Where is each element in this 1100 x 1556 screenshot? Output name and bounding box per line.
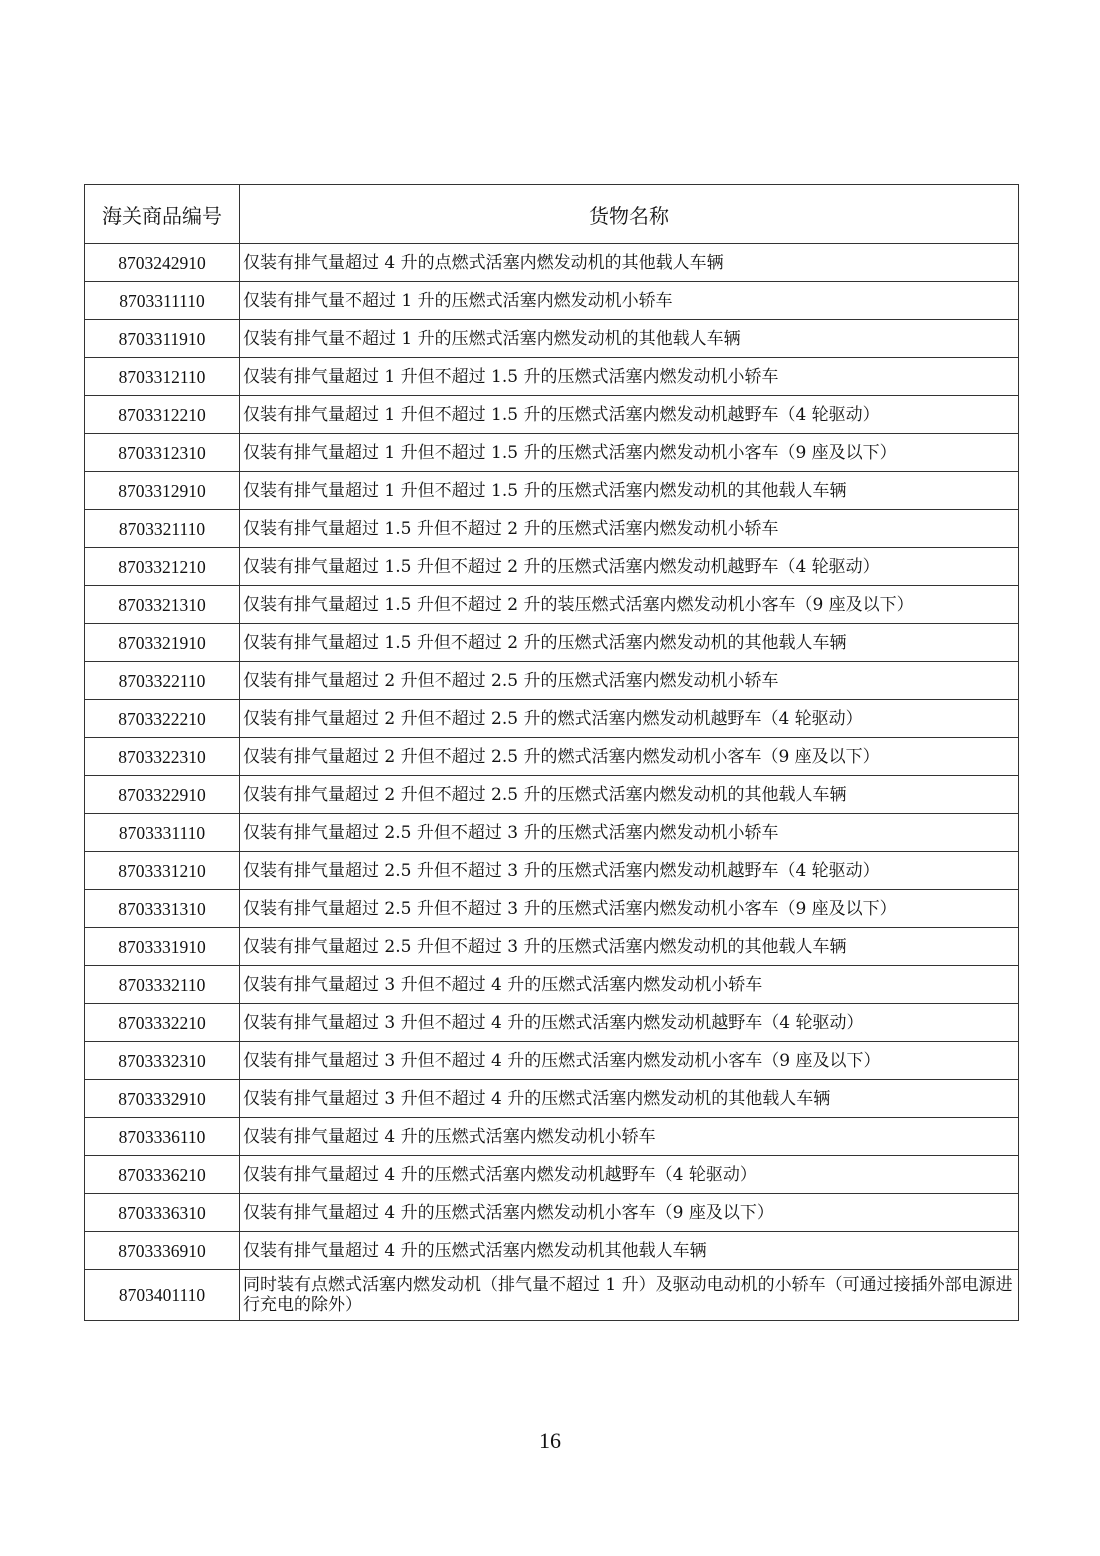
- table-row: [85, 548, 1019, 586]
- cell-goods-name: 仅装有排气量超过 2.5 升但不超过 3 升的压燃式活塞内燃发动机的其他载人车辆: [240, 928, 1019, 966]
- cell-goods-name: 仅装有排气量超过 1 升但不超过 1.5 升的压燃式活塞内燃发动机小轿车: [240, 358, 1019, 396]
- table-row: [85, 472, 1019, 510]
- cell-customs-code: 8703336910: [85, 1232, 240, 1270]
- table-row: [85, 434, 1019, 472]
- cell-customs-code: 8703311110: [85, 282, 240, 320]
- table-row: [85, 738, 1019, 776]
- cell-goods-name: 仅装有排气量超过 4 升的压燃式活塞内燃发动机小客车（9 座及以下）: [240, 1194, 1019, 1232]
- header-customs-code: 海关商品编号: [85, 185, 240, 244]
- cell-goods-name: 仅装有排气量超过 2 升但不超过 2.5 升的压燃式活塞内燃发动机小轿车: [240, 662, 1019, 700]
- cell-customs-code: 8703321310: [85, 586, 240, 624]
- cell-customs-code: 8703311910: [85, 320, 240, 358]
- table-header: [85, 185, 1019, 244]
- cell-goods-name: 仅装有排气量超过 2 升但不超过 2.5 升的燃式活塞内燃发动机越野车（4 轮驱动）: [240, 700, 1019, 738]
- cell-goods-name: 仅装有排气量超过 4 升的压燃式活塞内燃发动机小轿车: [240, 1118, 1019, 1156]
- table-row: [85, 1232, 1019, 1270]
- cell-goods-name: 仅装有排气量超过 1.5 升但不超过 2 升的装压燃式活塞内燃发动机小客车（9 座及以下）: [240, 586, 1019, 624]
- table-body: [85, 244, 1019, 1321]
- table-row: [85, 1270, 1019, 1321]
- cell-customs-code: 8703322910: [85, 776, 240, 814]
- cell-customs-code: 8703401110: [85, 1270, 240, 1321]
- cell-goods-name: 仅装有排气量超过 1 升但不超过 1.5 升的压燃式活塞内燃发动机的其他载人车辆: [240, 472, 1019, 510]
- cell-goods-name: 仅装有排气量超过 1.5 升但不超过 2 升的压燃式活塞内燃发动机的其他载人车辆: [240, 624, 1019, 662]
- cell-customs-code: 8703331110: [85, 814, 240, 852]
- cell-goods-name: 仅装有排气量超过 4 升的压燃式活塞内燃发动机其他载人车辆: [240, 1232, 1019, 1270]
- table-row: [85, 1118, 1019, 1156]
- cell-goods-name: 同时装有点燃式活塞内燃发动机（排气量不超过 1 升）及驱动电动机的小轿车（可通过接插外部电源进行充电的除外）: [240, 1270, 1019, 1321]
- header-row: [85, 185, 1019, 244]
- table-row: [85, 1042, 1019, 1080]
- header-goods-name: 货物名称: [240, 185, 1019, 244]
- table-row: [85, 662, 1019, 700]
- table-row: [85, 1194, 1019, 1232]
- cell-goods-name: 仅装有排气量超过 4 升的点燃式活塞内燃发动机的其他载人车辆: [240, 244, 1019, 282]
- table-row: [85, 852, 1019, 890]
- cell-customs-code: 8703322310: [85, 738, 240, 776]
- cell-customs-code: 8703336110: [85, 1118, 240, 1156]
- table-row: [85, 244, 1019, 282]
- cell-goods-name: 仅装有排气量不超过 1 升的压燃式活塞内燃发动机的其他载人车辆: [240, 320, 1019, 358]
- cell-goods-name: 仅装有排气量超过 2 升但不超过 2.5 升的压燃式活塞内燃发动机的其他载人车辆: [240, 776, 1019, 814]
- cell-goods-name: 仅装有排气量超过 1 升但不超过 1.5 升的压燃式活塞内燃发动机越野车（4 轮驱动）: [240, 396, 1019, 434]
- table-row: [85, 396, 1019, 434]
- cell-customs-code: 8703321910: [85, 624, 240, 662]
- cell-customs-code: 8703332910: [85, 1080, 240, 1118]
- goods-table: [84, 184, 1019, 1321]
- table-row: [85, 814, 1019, 852]
- table-row: [85, 510, 1019, 548]
- cell-customs-code: 8703332110: [85, 966, 240, 1004]
- cell-goods-name: 仅装有排气量超过 2.5 升但不超过 3 升的压燃式活塞内燃发动机越野车（4 轮驱动）: [240, 852, 1019, 890]
- cell-customs-code: 8703322210: [85, 700, 240, 738]
- cell-goods-name: 仅装有排气量不超过 1 升的压燃式活塞内燃发动机小轿车: [240, 282, 1019, 320]
- cell-customs-code: 8703312310: [85, 434, 240, 472]
- table-row: [85, 282, 1019, 320]
- table-row: [85, 320, 1019, 358]
- page-number: 16: [539, 1428, 561, 1453]
- cell-goods-name: 仅装有排气量超过 2.5 升但不超过 3 升的压燃式活塞内燃发动机小轿车: [240, 814, 1019, 852]
- cell-customs-code: 8703332210: [85, 1004, 240, 1042]
- table-row: [85, 624, 1019, 662]
- cell-goods-name: 仅装有排气量超过 4 升的压燃式活塞内燃发动机越野车（4 轮驱动）: [240, 1156, 1019, 1194]
- cell-goods-name: 仅装有排气量超过 2 升但不超过 2.5 升的燃式活塞内燃发动机小客车（9 座及以下）: [240, 738, 1019, 776]
- cell-customs-code: 8703331210: [85, 852, 240, 890]
- table-row: [85, 928, 1019, 966]
- cell-goods-name: 仅装有排气量超过 1.5 升但不超过 2 升的压燃式活塞内燃发动机越野车（4 轮驱动）: [240, 548, 1019, 586]
- cell-customs-code: 8703336210: [85, 1156, 240, 1194]
- cell-goods-name: 仅装有排气量超过 3 升但不超过 4 升的压燃式活塞内燃发动机的其他载人车辆: [240, 1080, 1019, 1118]
- cell-customs-code: 8703332310: [85, 1042, 240, 1080]
- table-row: [85, 776, 1019, 814]
- table-row: [85, 358, 1019, 396]
- table-row: [85, 1004, 1019, 1042]
- table-row: [85, 890, 1019, 928]
- cell-customs-code: 8703336310: [85, 1194, 240, 1232]
- cell-customs-code: 8703321110: [85, 510, 240, 548]
- cell-customs-code: 8703331310: [85, 890, 240, 928]
- cell-customs-code: 8703322110: [85, 662, 240, 700]
- cell-customs-code: 8703312210: [85, 396, 240, 434]
- cell-customs-code: 8703242910: [85, 244, 240, 282]
- cell-customs-code: 8703312110: [85, 358, 240, 396]
- table-row: [85, 966, 1019, 1004]
- cell-customs-code: 8703331910: [85, 928, 240, 966]
- table-row: [85, 1080, 1019, 1118]
- cell-goods-name: 仅装有排气量超过 3 升但不超过 4 升的压燃式活塞内燃发动机越野车（4 轮驱动）: [240, 1004, 1019, 1042]
- cell-customs-code: 8703321210: [85, 548, 240, 586]
- cell-goods-name: 仅装有排气量超过 1 升但不超过 1.5 升的压燃式活塞内燃发动机小客车（9 座及以下）: [240, 434, 1019, 472]
- cell-goods-name: 仅装有排气量超过 3 升但不超过 4 升的压燃式活塞内燃发动机小客车（9 座及以下）: [240, 1042, 1019, 1080]
- cell-goods-name: 仅装有排气量超过 2.5 升但不超过 3 升的压燃式活塞内燃发动机小客车（9 座及以下）: [240, 890, 1019, 928]
- table-row: [85, 700, 1019, 738]
- cell-goods-name: 仅装有排气量超过 3 升但不超过 4 升的压燃式活塞内燃发动机小轿车: [240, 966, 1019, 1004]
- cell-goods-name: 仅装有排气量超过 1.5 升但不超过 2 升的压燃式活塞内燃发动机小轿车: [240, 510, 1019, 548]
- cell-customs-code: 8703312910: [85, 472, 240, 510]
- table-row: [85, 586, 1019, 624]
- table-row: [85, 1156, 1019, 1194]
